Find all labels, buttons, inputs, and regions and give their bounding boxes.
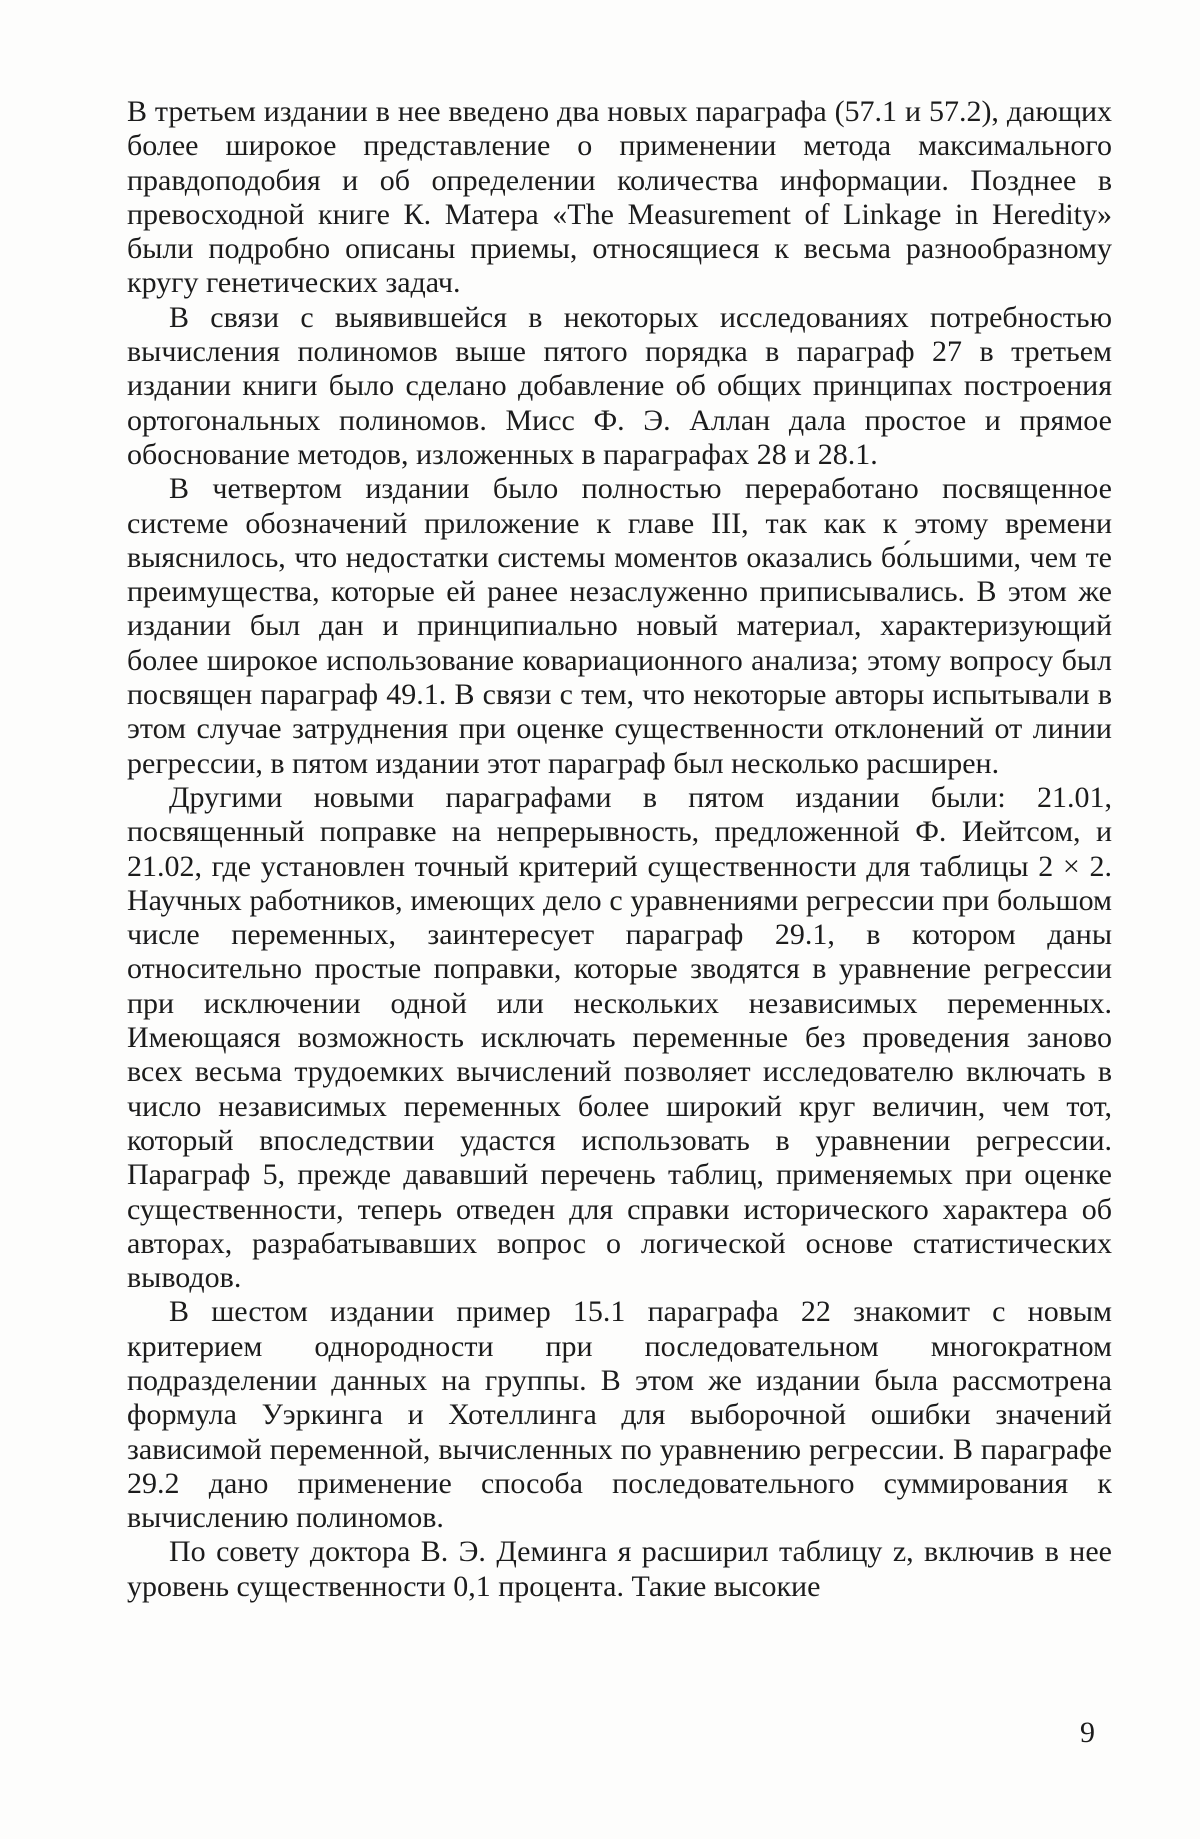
paragraph-sixth-edition: В шестом издании пример 15.1 параграфа 22 знакомит с новым критерием однородности при последовательном многократном подразделении данных на группы. В этом же издании была рассмотрена формула Уэркинга и Хотеллинга для выборочной ошибки значений зависимой переменной, вычисленных по уравнению регрессии. В параграфе 29.2 дано применение способа последовательного суммирования к вычислению полиномов.	[127, 1295, 1112, 1535]
body-text	[127, 95, 1112, 1604]
paragraph-orthogonal-polynomials: В связи с выявившейся в некоторых исследованиях потребностью вычисления полиномов выше пятого порядка в параграф 27 в третьем издании книги было сделано добавление об общих принципах построения ортогональных полиномов. Мисс Ф. Э. Аллан дала простое и прямое обоснование методов, изложенных в параграфах 28 и 28.1.	[127, 300, 1112, 471]
paragraph-fifth-edition: Другими новыми параграфами в пятом издании были: 21.01, посвященный поправке на непрерывность, предложенной Ф. Иейтсом, и 21.02, где установлен точный критерий существенности для таблицы 2 × 2. Научных работников, имеющих дело с уравнениями регрессии при большом числе переменных, заинтересует параграф 29.1, в котором даны относительно простые поправки, которые зводятся в уравнение регрессии при исключении одной или нескольких независимых переменных. Имеющаяся возможность исключать переменные без проведения заново всех весьма трудоемких вычислений позволяет исследователю включать в число независимых переменных более широкий круг величин, чем тот, который впоследствии удастся использовать в уравнении регрессии. Параграф 5, прежде дававший перечень таблиц, применяемых при оценке существенности, теперь отведен для справки исторического характера об авторах, разрабатывавших вопрос о логической основе статистических выводов.	[127, 780, 1112, 1295]
paragraph-third-edition: В третьем издании в нее введено два новых параграфа (57.1 и 57.2), дающих более широкое представление о применении метода максимального правдоподобия и об определении количества информации. Позднее в превосходной книге К. Матера «The Measurement of Linkage in Heredity» были подробно описаны приемы, относящиеся к весьма разнообразному кругу генетических задач.	[127, 95, 1112, 300]
paragraph-deming-advice: По совету доктора В. Э. Деминга я расширил таблицу z, включив в нее уровень существенности 0,1 процента. Такие высокие	[127, 1535, 1112, 1603]
paragraph-fourth-edition: В четвертом издании было полностью переработано посвященное системе обозначений приложение к главе III, так как к этому времени выяснилось, что недостатки системы моментов оказались бо́льшими, чем те преимущества, которые ей ранее незаслуженно приписывались. В этом же издании был дан и принципиально новый материал, характеризующий более широкое использование ковариационного анализа; этому вопросу был посвящен параграф 49.1. В связи с тем, что некоторые авторы испытывали в этом случае затруднения при оценке существенности отклонений от линии регрессии, в пятом издании этот параграф был несколько расширен.	[127, 472, 1112, 780]
page-number: 9	[1080, 1716, 1095, 1749]
